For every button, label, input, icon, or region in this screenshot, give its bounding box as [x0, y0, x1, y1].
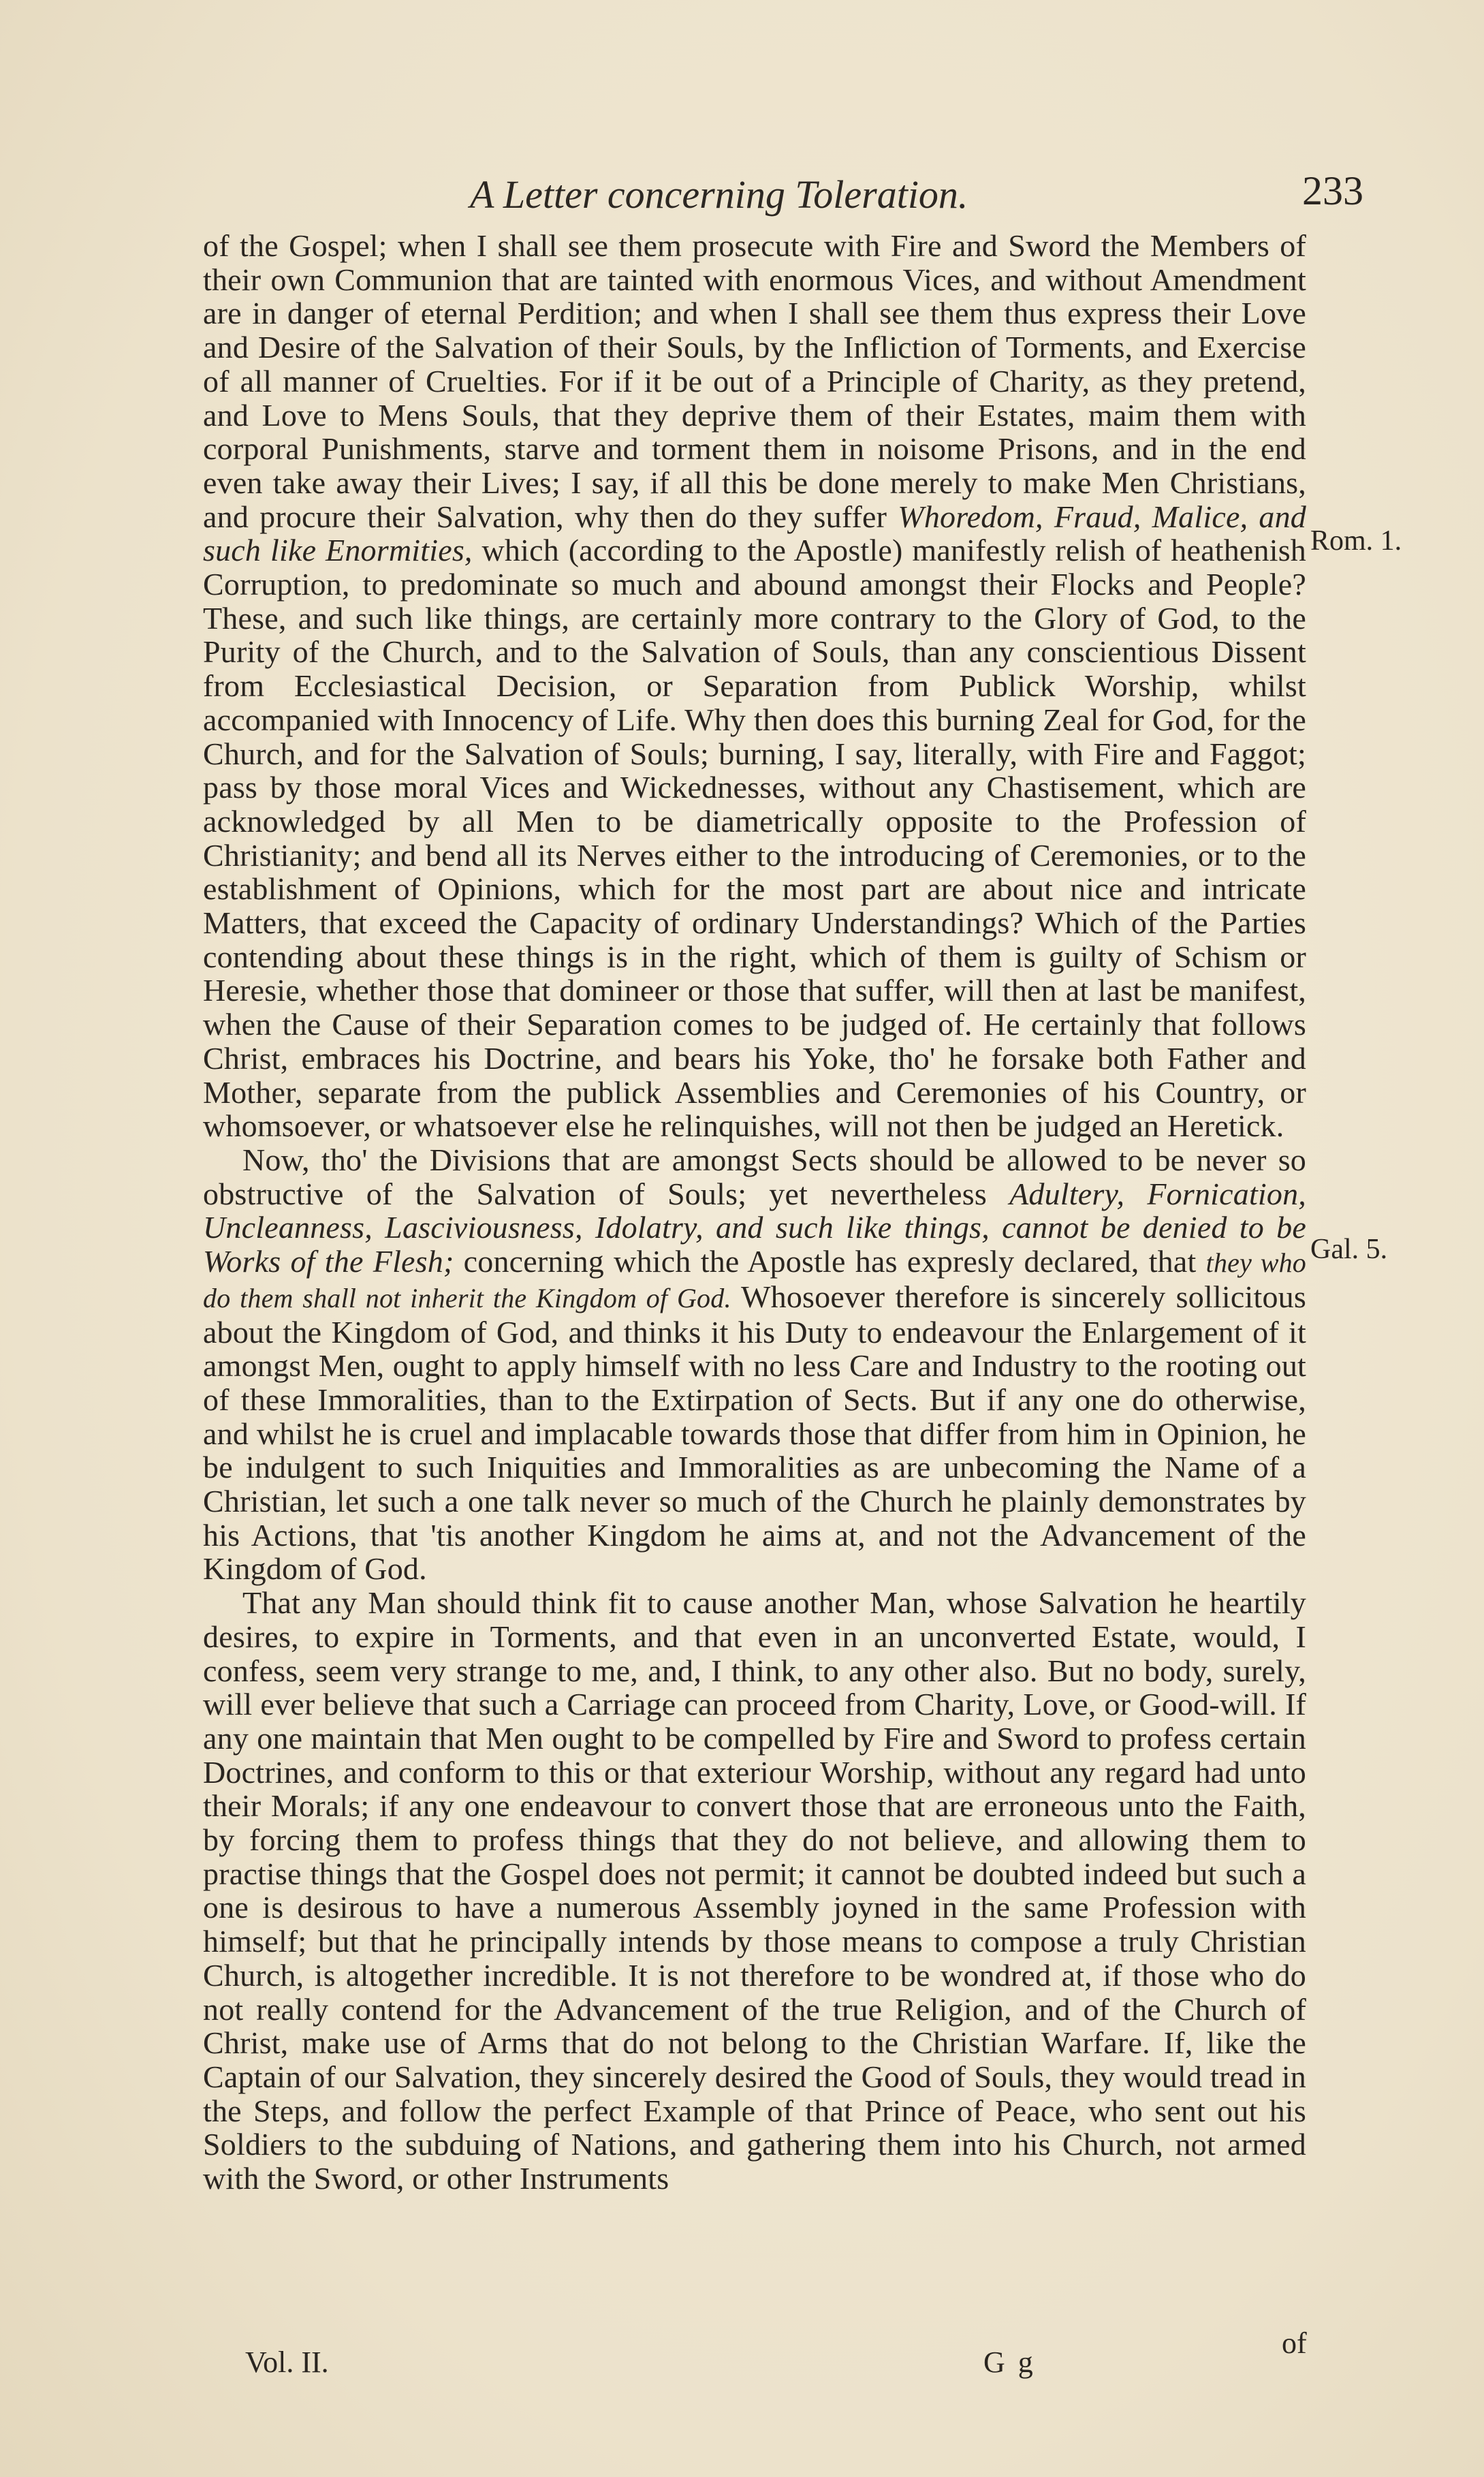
text-run: which (according to the Apostle) manifestly relish of heathenish Corruption, to predominate so much and abound amongst their Flocks and People? These, and such like things, are certainly more contrary to the Glory of God, to the Purity of the Church, and to the Salvation of Souls, than any conscientious Dissent from Ecclesiastical Decision, or Separation from Publick Worship, whilst accompanied with Innocency of Life. Why then does this burning Zeal for God, for the Church, and for the Salvation of Souls; burning, I say, literally, with Fire and Faggot; pass by those moral Vices and Wickednesses, without any Chastisement, which are acknowledged by all Men to be diametrically opposite to the Profession of Christianity; and bend all its Nerves either to the introducing of Ceremonies, or to the establishment of Opinions, which for the most part are about nice and intricate Matters, that exceed the Capacity of ordinary Understandings? Which of the Parties contending about these things is in the right, which of them is guilty of Schism or Heresie, whether those that domineer or those that suffer, will then at last be manifest, when the Cause of their Separation comes to be judged of. He certainly that follows Christ, embraces his Doctrine, and bears his Yoke, tho' he forsake both Father and Mother, separate from the publick Assemblies and Ceremonies of his Country, or whomsoever, or whatsoever else he relinquishes, will not then be judged an Heretick.: [203, 533, 1306, 1144]
paragraph: [203, 229, 1306, 1143]
italic-phrase: Whoredom, Fraud, Malice, and such like Enormities,: [203, 499, 1306, 568]
catchword: of: [1282, 2326, 1307, 2360]
paragraph: [203, 1143, 1306, 1586]
page-number: 233: [1302, 168, 1363, 213]
signature-mark: G g: [983, 2346, 1036, 2379]
text-run: Now, tho' the Divisions that are amongst Sects should be allowed to be never so obstructive of the Salvation of Souls; yet nevertheless: [203, 1142, 1306, 1211]
paragraph: [203, 1586, 1306, 2196]
body-text: [203, 229, 1306, 2196]
text-run: of the Gospel; when I shall see them prosecute with Fire and Sword the Members of their own Communion that are tainted with enormous Vices, and without Amendment are in danger of eternal Perdition; and when I shall see them thus express their Love and Desire of the Salvation of their Souls, by the Infliction of Torments, and Exercise of all manner of Cruelties. For if it be out of a Principle of Charity, as they pretend, and Love to Mens Souls, that they deprive them of their Estates, maim them with corporal Punishments, starve and torment them in noisome Prisons, and in the end even take away their Lives; I say, if all this be done merely to make Men Christians, and procure their Salvation, why then do they suffer: [203, 228, 1306, 534]
margin-note-rom: Rom. 1.: [1310, 525, 1402, 557]
margin-note-gal: Gal. 5.: [1310, 1234, 1388, 1265]
text-run: Whosoever therefore is sincerely sollicitous about the Kingdom of God, and thinks it his Duty to endeavour the Enlargement of it amongst Men, ought to apply himself with no less Care and Industry to the rooting out of these Immoralities, than to the Extirpation of Sects. But if any one do otherwise, and whilst he is cruel and implacable towards those that differ from him in Opinion, he be indulgent to such Iniquities and Immoralities as are unbecoming the Name of a Christian, let such a one talk never so much of the Church he plainly demonstrates by his Actions, that 'tis another Kingdom he aims at, and not the Advancement of the Kingdom of God.: [203, 1279, 1306, 1587]
italic-phrase: they who do them shall not inherit the Kingdom of God.: [203, 1247, 1306, 1313]
text-run: concerning which the Apostle has expresly declared, that: [454, 1244, 1206, 1279]
italic-phrase: Adultery, Fornication, Uncleanness, Lasciviousness, Idolatry, and such like things, cannot be denied to be Works of the Flesh;: [203, 1176, 1307, 1279]
text-run: That any Man should think fit to cause another Man, whose Salvation he heartily desires, to expire in Torments, and that even in an unconverted Estate, would, I confess, seem very strange to me, and, I think, to any other also. But no body, surely, will ever believe that such a Carriage can proceed from Charity, Love, or Good-will. If any one maintain that Men ought to be compelled by Fire and Sword to profess certain Doctrines, and conform to this or that exteriour Worship, without any regard had unto their Morals; if any one endeavour to convert those that are erroneous unto the Faith, by forcing them to profess things that they do not believe, and allowing them to practise things that the Gospel does not permit; it cannot be doubted indeed but such a one is desirous to have a numerous Assembly joyned in the same Profession with himself; but that he principally intends by those means to compose a truly Christian Church, is altogether incredible. It is not therefore to be wondred at, if those who do not really contend for the Advancement of the true Religion, and of the Church of Christ, make use of Arms that do not belong to the Christian Warfare. If, like the Captain of our Salvation, they sincerely desired the Good of Souls, they would tread in the Steps, and follow the perfect Example of that Prince of Peace, who sent out his Soldiers to the subduing of Nations, and gathering them into his Church, not armed with the Sword, or other Instruments: [203, 1585, 1306, 2196]
running-title: A Letter concerning Toleration.: [470, 172, 968, 217]
volume-label: Vol. II.: [245, 2346, 329, 2379]
